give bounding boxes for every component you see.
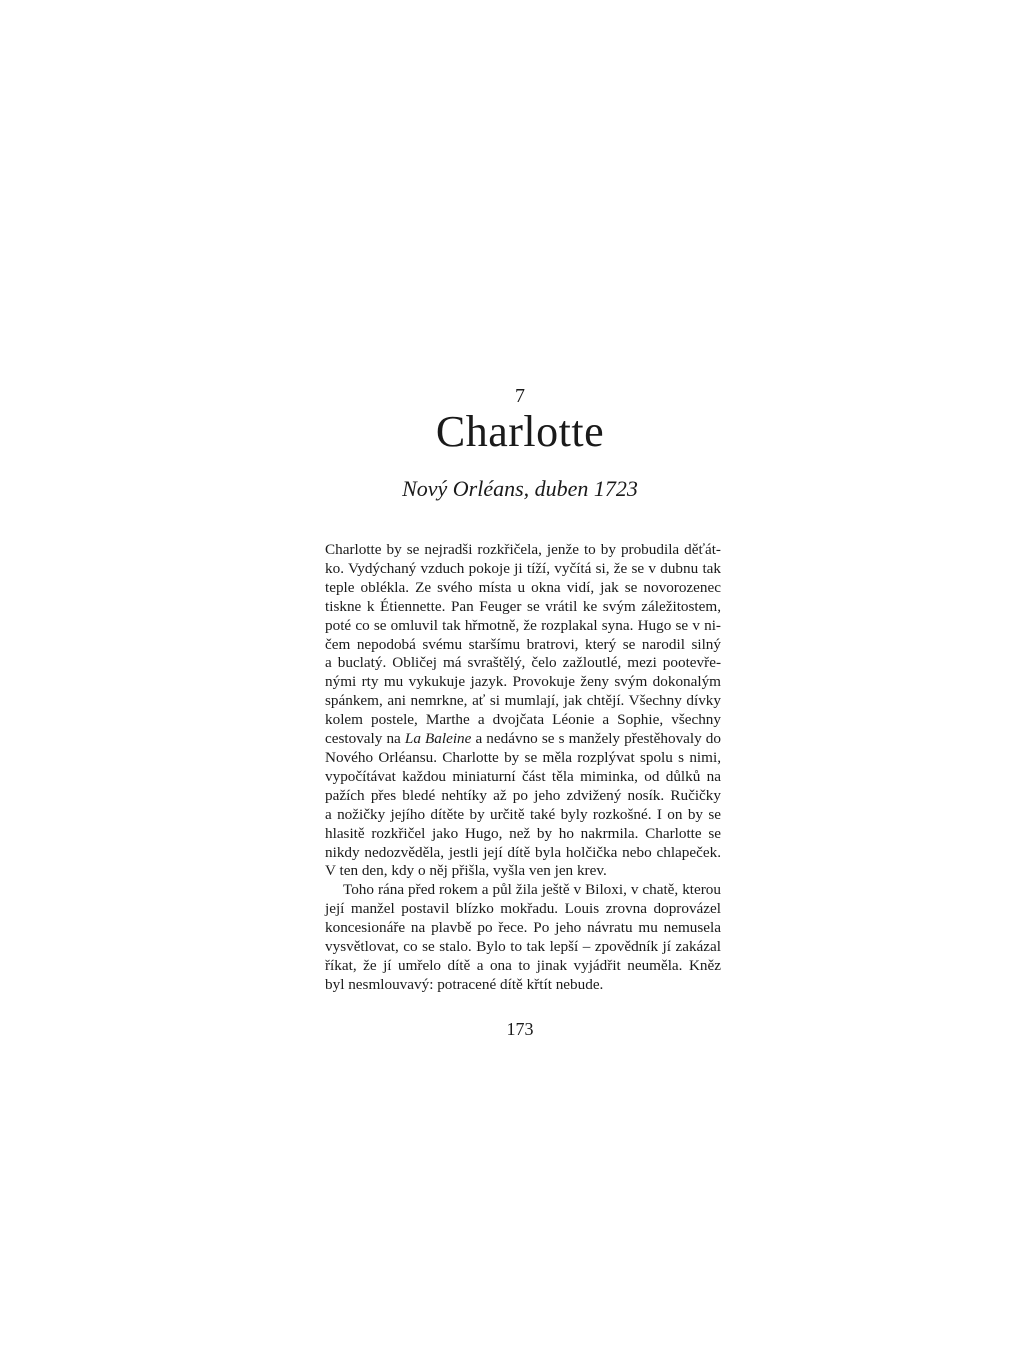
italic-title: La Baleine (404, 730, 472, 748)
page-number: 173 (506, 1019, 534, 1039)
text-line: říkat, že jí umřelo dítě a ona to jinak vyjádřit neuměla. Kněz (325, 956, 721, 974)
chapter-number: 7 (515, 385, 525, 407)
text-line: vysvětlovat, co se stalo. Bylo to tak lepší – zpovědník jí zakázal (325, 938, 721, 956)
text-line: kolem postele, Marthe a dvojčata Léonie a Sophie, všechny (325, 711, 721, 729)
text-line: a buclatý. Obličej má svraštělý, čelo zažloutlé, mezi pootevře- (325, 654, 721, 672)
text-line: V ten den, kdy o něj přišla, vyšla ven jen krev. (325, 862, 607, 880)
chapter-title: Charlotte (435, 407, 605, 456)
text-line: tiskne k Étiennette. Pan Feuger se vrátil ke svým záležitostem, (325, 597, 721, 615)
text-line: její manžel postavil blízko mokřadu. Louis zrovna doprovázel (325, 900, 721, 918)
text-line: poté co se omluvil tak hřmotně, že rozplakal syna. Hugo se v ni- (325, 616, 721, 634)
text-line: čem nepodobá svému staršímu bratrovi, který se narodil silný (325, 635, 721, 653)
text-line: koncesionáře na plavbě po řece. Po jeho návratu mu nemusela (325, 919, 721, 937)
text-line: Charlotte by se nejradši rozkřičela, jenže to by probudila děťát- (325, 541, 721, 558)
body-text (325, 541, 721, 995)
text-line: teple oblékla. Ze svého místa u okna vidí, jak se novorozenec (325, 578, 721, 596)
text-line: ko. Vydýchaný vzduch pokoje ji tíží, vyčítá si, že se v dubnu tak (325, 559, 721, 577)
paragraph (325, 881, 721, 994)
text-line: spánkem, ani nemrkne, ať si mumlají, jak chtějí. Všechny dívky (325, 692, 721, 710)
paragraph (325, 541, 721, 881)
text-line: nikdy nedozvěděla, jestli její dítě byla holčička nebo chlapeček. (325, 843, 721, 861)
text-line: hlasitě rozkřičel jako Hugo, než by ho nakrmila. Charlotte se (325, 824, 721, 842)
text-line: vypočítávat každou miniaturní část těla miminka, od důlků na (325, 767, 721, 785)
text-line: byl nesmlouvavý: potracené dítě křtít nebude. (325, 975, 604, 993)
chapter-subtitle: Nový Orléans, duben 1723 (402, 476, 638, 501)
text-line: cestovaly na La Baleine a nedávno se s manžely přestěhovaly do (325, 730, 721, 748)
text-line: nými rty mu vykukuje jazyk. Provokuje ženy svým dokonalým (325, 673, 721, 691)
text-line: Nového Orléansu. Charlotte by se měla rozplývat spolu s nimi, (325, 748, 721, 766)
text-line: pažích přes bledé nehtíky až po jeho zdvižený nosík. Ručičky (325, 786, 721, 804)
text-line: Toho rána před rokem a půl žila ještě v Biloxi, v chatě, kterou (343, 881, 721, 899)
text-line: a nožičky jejího dítěte by určitě také byly rozkošné. I on by se (325, 805, 721, 823)
